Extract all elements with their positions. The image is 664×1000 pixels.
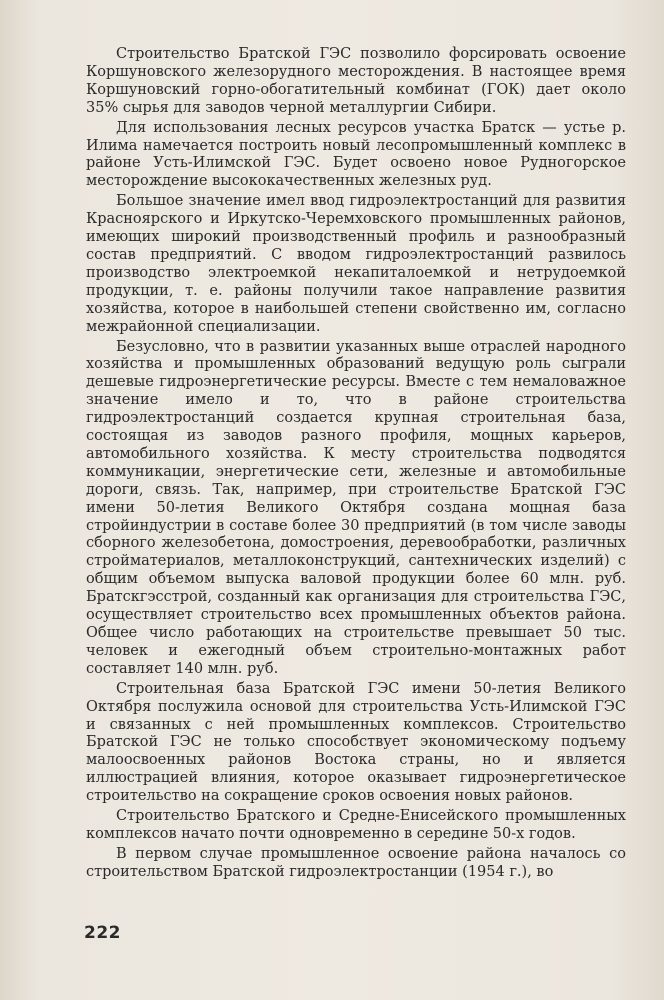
paragraph-1: Строительство Братской ГЭС позволило форсировать освоение Коршуновского железорудного месторождения. В настоящее время Коршуновский горно-обогатительный комбинат (ГОК) дает около 35% сырья для заводов черной металлургии Сибири.: [86, 46, 626, 116]
paragraph-5: Строительная база Братской ГЭС имени 50-летия Великого Октября послужила основой для строительства Усть-Илимской ГЭС и связанных с ней промышленных комплексов. Строительство Братской ГЭС не только способствует экономическому подъему малоосвоенных районов Востока страны, но и является иллюстрацией влияния, которое оказывает гидроэнергетическое строительство на сокращение сроков освоения новых районов.: [86, 680, 626, 805]
paragraph-7: В первом случае промышленное освоение района началось со строительством Братской гидроэлектростанции (1954 г.), во: [86, 845, 626, 880]
paragraph-2: Для использования лесных ресурсов участка Братск — устье р. Илима намечается построить новый лесопромышленный комплекс в районе Усть-Илимской ГЭС. Будет освоено новое Рудногорское месторождение высококачественных железных руд.: [86, 119, 626, 190]
body-text: [86, 46, 626, 884]
paragraph-6: Строительство Братского и Средне-Енисейского промышленных комплексов начато почти одновременно в середине 50-х годов.: [86, 808, 626, 842]
paragraph-3: Большое значение имел ввод гидроэлектростанций для развития Красноярского и Иркутско-Черемховского промышленных районов, имеющих широкий производственный профиль и разнообразный состав предприятий. С вводом гидроэлектростанций развилось производство электроемкой некапиталоемкой и нетрудоемкой продукции, т. е. районы получили такое направление развития хозяйства, которое в наибольшей степени свойственно им, согласно межрайонной специализации.: [86, 193, 626, 335]
page-number: 222: [84, 923, 121, 943]
paragraph-4: Безусловно, что в развитии указанных выше отраслей народного хозяйства и промышленных образований ведущую роль сыграли дешевые гидроэнергетические ресурсы. Вместе с тем немаловажное значение имело и то, что в районе строительства гидроэлектростанций создается крупная строительная база, состоящая из заводов разного профиля, мощных карьеров, автомобильного хозяйства. К месту строительства подводятся коммуникации, энергетические сети, железные и автомобильные дороги, связь. Так, например, при строительстве Братской ГЭС имени 50-летия Великого Октября создана мощная база стройиндустрии в составе более 30 предприятий (в том числе заводы сборного железобетона, домостроения, деревообработки, различных стройматериалов, металлоконструкций, сантехнических изделий) с общим объемом выпуска валовой продукции более 60 млн. руб. Братскгэсстрой, созданный как организация для строительства ГЭС, осуществляет строительство всех промышленных объектов района. Общее число работающих на строительстве превышает 50 тыс. человек и ежегодный объем строительно-монтажных работ составляет 140 млн. руб.: [86, 338, 626, 677]
